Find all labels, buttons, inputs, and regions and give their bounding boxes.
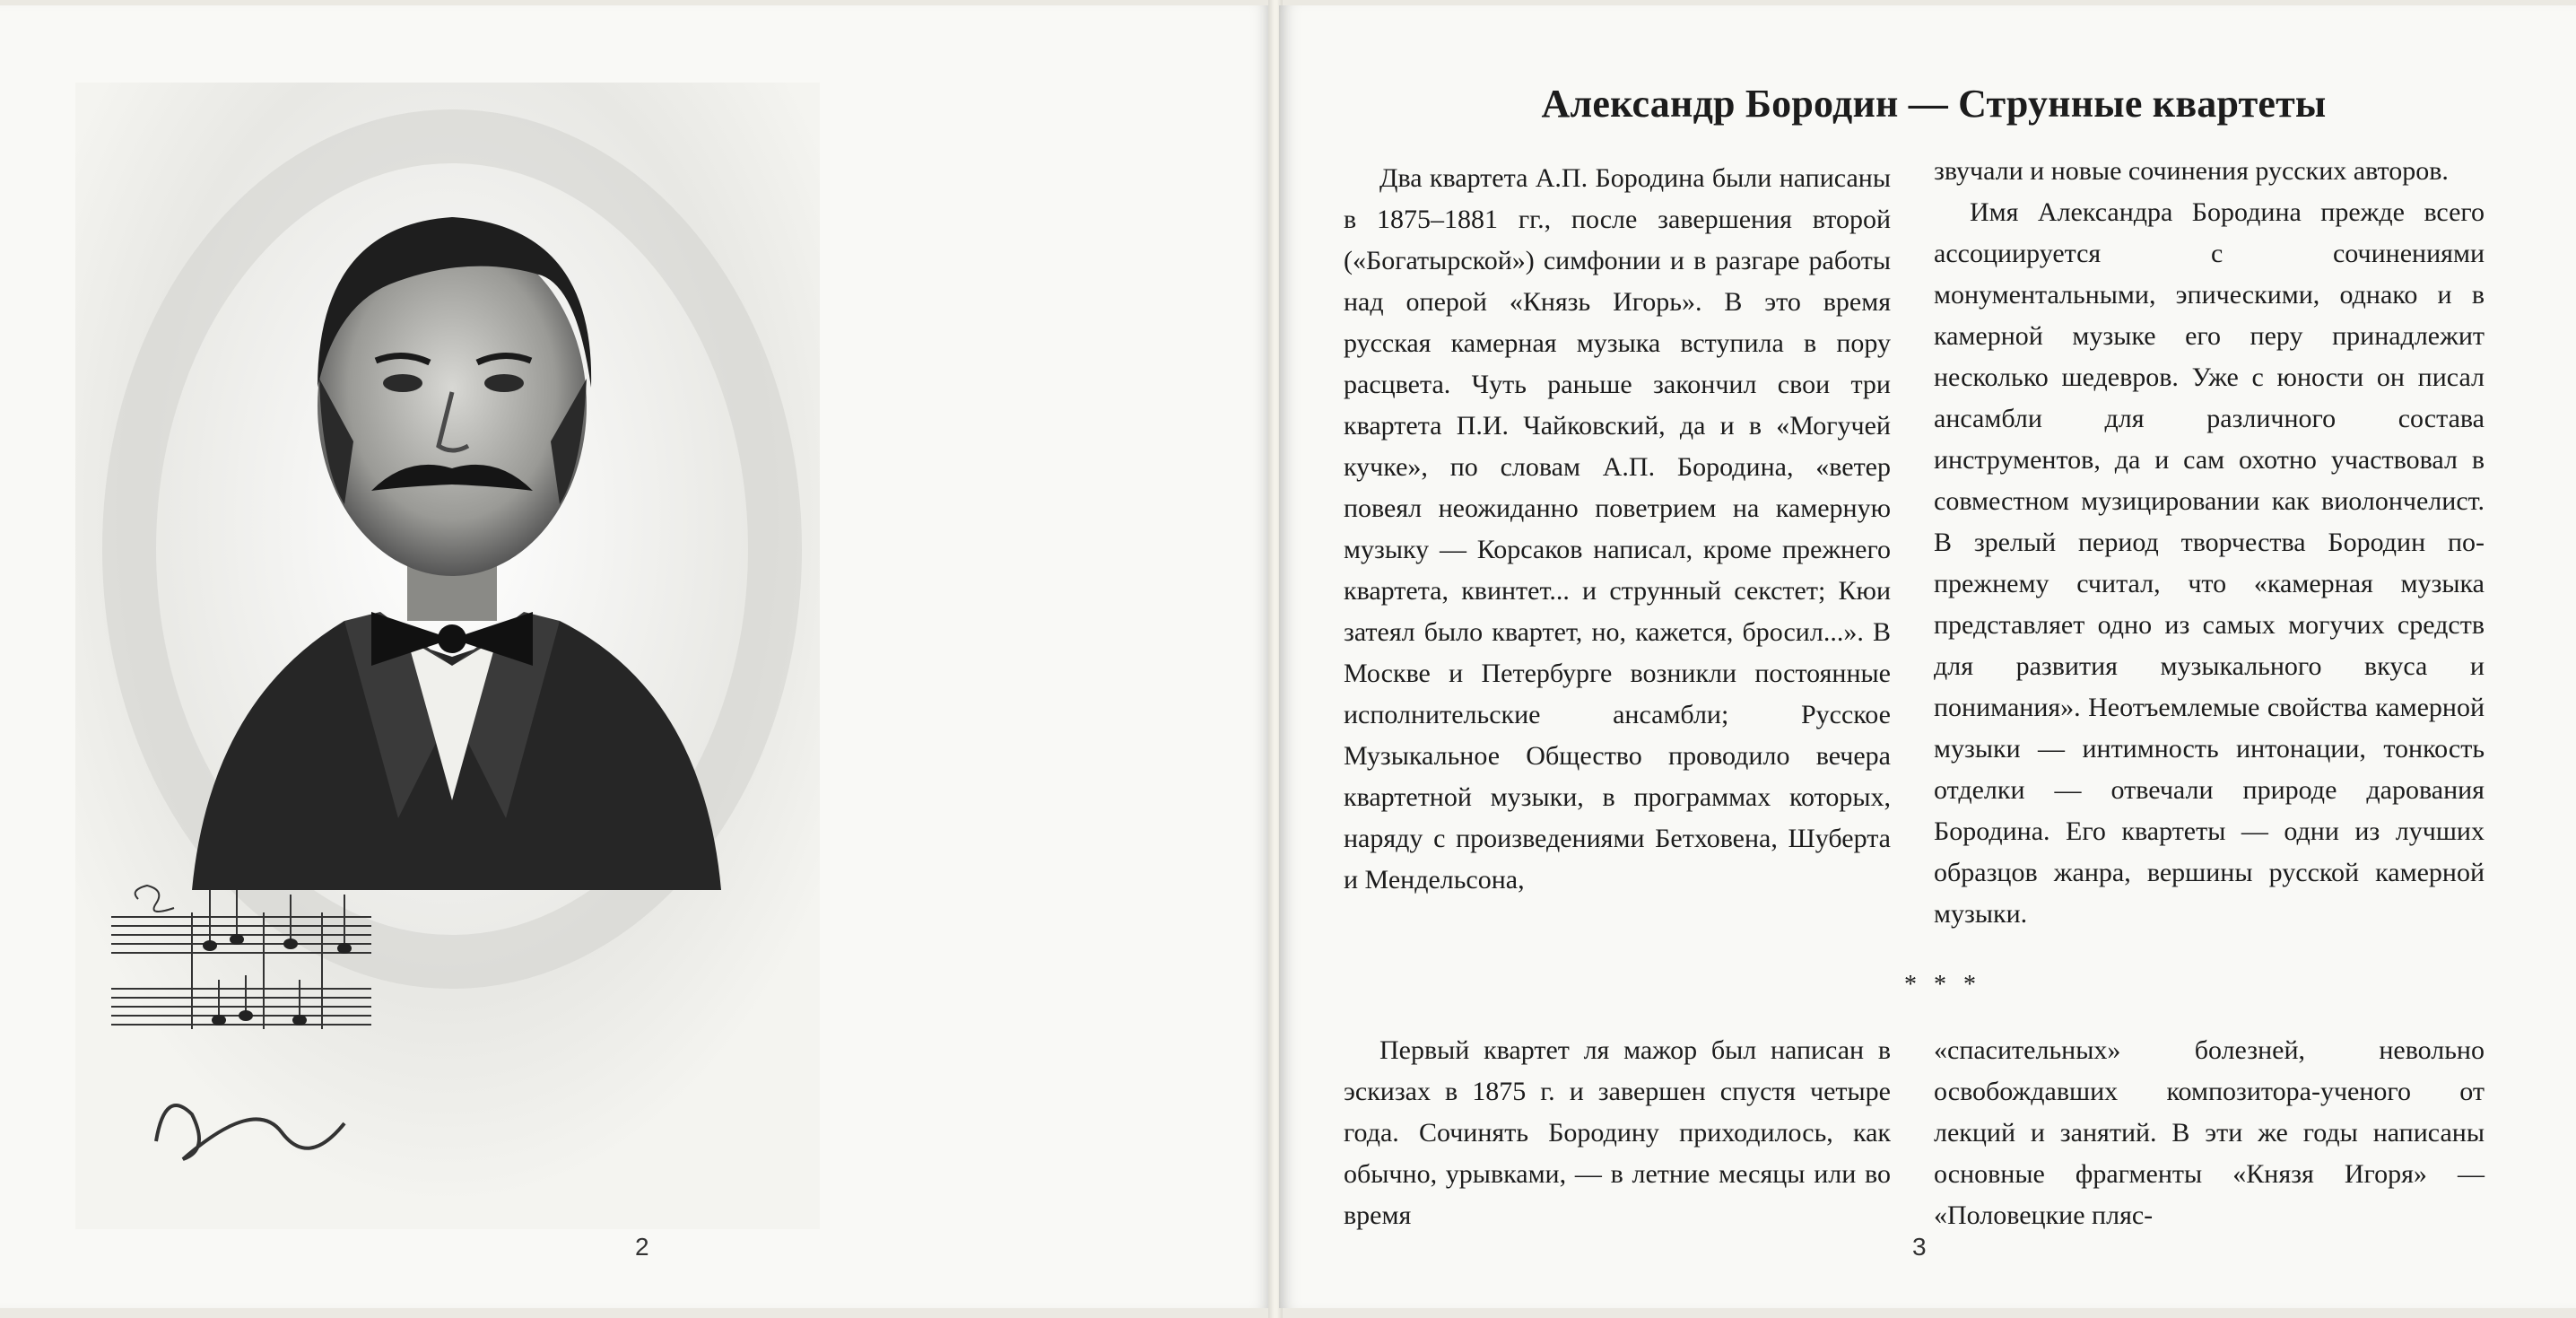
column-left-top — [1344, 158, 1891, 901]
column-right-top — [1934, 151, 2485, 935]
page-number-right: 3 — [1912, 1233, 1927, 1261]
left-page — [0, 5, 1272, 1308]
paragraph: звучали и новые сочинения русских авторов. — [1934, 156, 2449, 186]
paragraph: «спасительных» болезней, невольно освобождавших композитора-ученого от лекций и занятий. В эти же годы написаны основные фрагменты «Князя Игоря» — «Половецкие пляс- — [1934, 1035, 2485, 1230]
portrait-illustration — [75, 83, 820, 1229]
column-left-bottom — [1344, 1030, 1891, 1236]
portrait-engraving — [75, 83, 820, 1229]
section-separator: * * * — [1904, 971, 1981, 999]
page-title: Александр Бородин — Струнные квартеты — [1541, 82, 2327, 126]
paragraph: Первый квартет ля мажор был написан в эскизах в 1875 г. и завершен спустя четыре года. Сочинять Бородину приходилось, как обычно, урывками, — в летние месяцы или во время — [1344, 1035, 1891, 1230]
column-right-bottom — [1934, 1030, 2485, 1236]
paragraph: Два квартета А.П. Бородина были написаны в 1875–1881 гг., после завершения второй («Богатырской») симфонии и в разгаре работы над оперой «Князь Игорь». В это время русская камерная музыка вступила в пору расцвета. Чуть раньше закончил свои три квартета П.И. Чайковский, да и в «Могучей кучке», по словам А.П. Бородина, «ветер повеял неожиданно поветрием на камерную музыку — Корсаков написал, кроме прежнего квартета, квинтет... и струнный секстет; Кюи затеял было квартет, но, кажется, бросил...». В Москве и Петербурге возникли постоянные исполнительские ансамбли; Русское Музыкальное Общество проводило вечера квартетной музыки, в программах которых, наряду с произведениями Бетховена, Шуберта и Мендельсона, — [1344, 163, 1891, 895]
right-page — [1279, 5, 2576, 1308]
page-number-left: 2 — [635, 1233, 649, 1261]
paragraph: Имя Александра Бородина прежде всего ассоциируется с сочинениями монументальными, эпическими, однако и в камерной музыке его перу принадлежит несколько шедевров. Уже с юности он писал ансамбли для различного состава инструментов, да и сам охотно участвовал в совместном музицировании как виолончелист. В зрелый период творчества Бородин по-прежнему считал, что «камерная музыка представляет одно из самых могучих средств для развития музыкального вкуса и понимания». Неотъемлемые свойства камерной музыки — интимность интонации, тонкость отделки — отвечали природе дарования Бородина. Его квартеты — одни из лучших образцов жанра, вершины русской камерной музыки. — [1934, 197, 2485, 929]
